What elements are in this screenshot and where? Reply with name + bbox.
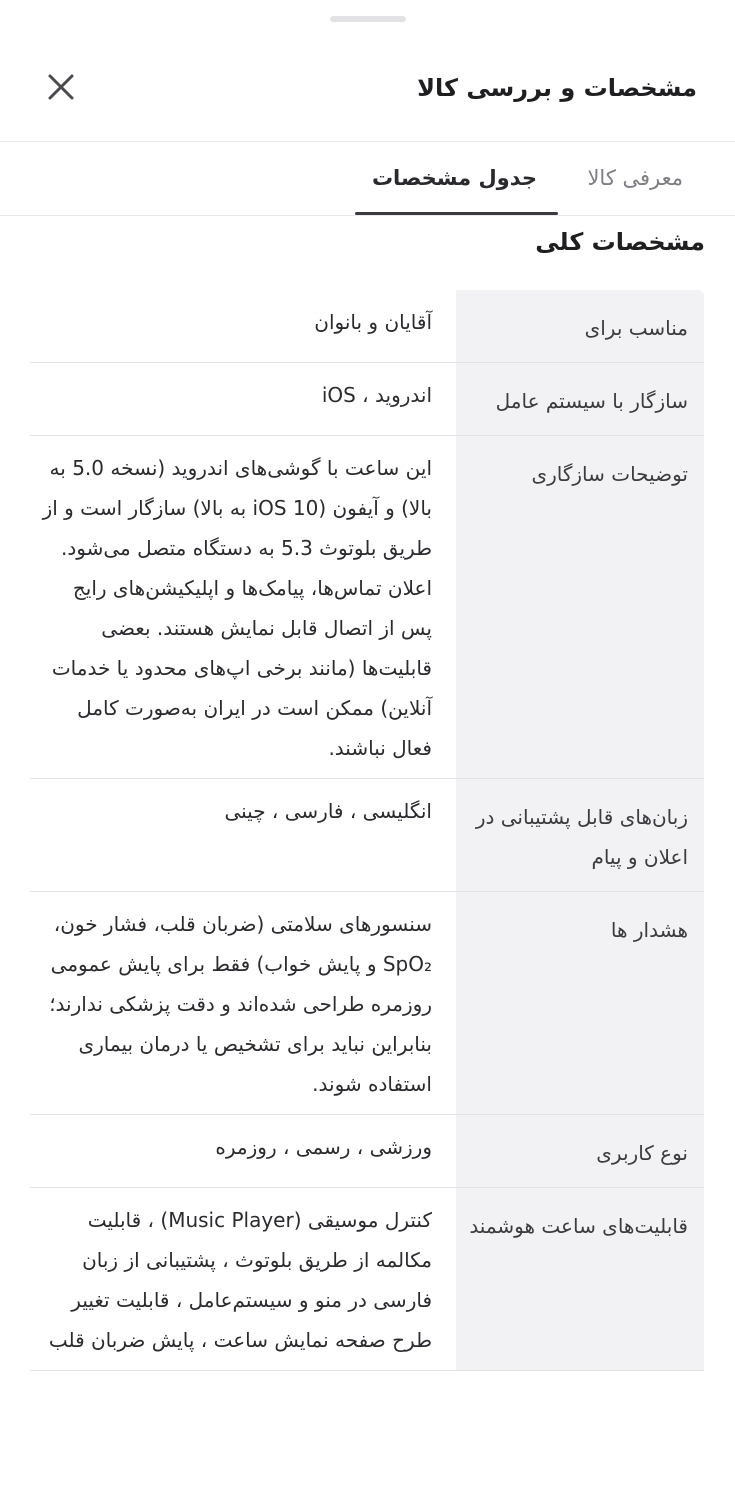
spec-row — [30, 363, 704, 436]
spec-value: این ساعت با گوشی‌های اندروید (نسخه 5.0 به بالا) و آیفون (iOS 10 به بالا) سازگار است و از طریق بلوتوث 5.3 به دستگاه متصل می‌شود. اعلان تماس‌ها، پیامک‌ها و اپلیکیشن‌های رایج پس از اتصال قابل نمایش هستند. بعضی قابلیت‌ها (مانند برخی اپ‌های محدود یا خدمات آنلاین) ممکن است در ایران به‌صورت کامل فعال نباشند. — [42, 456, 432, 760]
spec-row — [30, 779, 704, 892]
spec-value: آقایان و بانوان — [314, 310, 432, 334]
tab-spec-table[interactable]: جدول مشخصات — [371, 166, 537, 190]
spec-key: نوع کاربری — [456, 1115, 704, 1187]
spec-key: زبان‌های قابل پشتیبانی در اعلان و پیام — [456, 779, 704, 891]
close-button[interactable] — [38, 64, 84, 110]
sheet-header — [0, 48, 735, 142]
spec-value: اندروید ، iOS — [321, 383, 432, 407]
spec-value: کنترل موسیقی (Music Player) ، قابلیت مکالمه از طریق بلوتوث ، پشتیبانی از زبان فارسی در منو و سیستم‌عامل ، قابلیت تغییر طرح صفحه نمایش ساعت ، پایش ضربان قلب — [48, 1208, 432, 1352]
spec-key: قابلیت‌های ساعت هوشمند — [456, 1188, 704, 1370]
spec-row — [30, 892, 704, 1115]
spec-key: توضیحات سازگاری — [456, 436, 704, 778]
spec-value: ورزشی ، رسمی ، روزمره — [215, 1135, 432, 1159]
sheet-title: مشخصات و بررسی کالا — [417, 74, 697, 102]
spec-key: هشدار ها — [456, 892, 704, 1114]
tab-product-intro[interactable]: معرفی کالا — [587, 166, 683, 190]
spec-key: مناسب برای — [456, 290, 704, 362]
spec-key: سازگار با سیستم عامل — [456, 363, 704, 435]
drag-handle[interactable] — [330, 16, 406, 22]
spec-value: سنسورهای سلامتی (ضربان قلب، فشار خون، SpO₂ و پایش خواب) فقط برای پایش عمومی روزمره طراحی شده‌اند و دقت پزشکی ندارند؛ بنابراین نباید برای تشخیص یا درمان بیماری استفاده شوند. — [49, 912, 432, 1096]
section-title: مشخصات کلی — [535, 228, 705, 256]
close-icon — [46, 72, 76, 102]
active-tab-indicator — [355, 212, 558, 215]
spec-value: انگلیسی ، فارسی ، چینی — [224, 799, 432, 823]
spec-table — [30, 290, 704, 1371]
tab-bar — [0, 142, 735, 216]
spec-row — [30, 290, 704, 363]
spec-row — [30, 1188, 704, 1371]
spec-row — [30, 1115, 704, 1188]
spec-row — [30, 436, 704, 779]
